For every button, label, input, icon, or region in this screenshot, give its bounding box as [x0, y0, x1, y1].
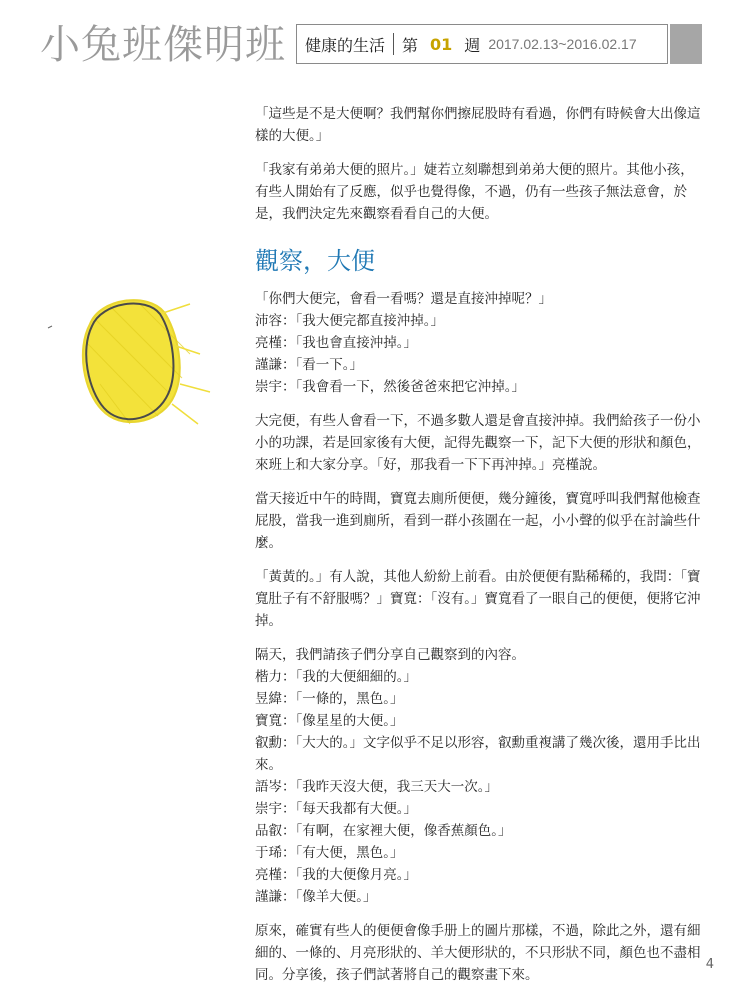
paragraph-4: 當天接近中午的時間，寶寬去廁所便便，幾分鐘後，寶寬呼叫我們幫他檢查屁股，當我一進到廁所，看到一群小孩圍在一起，小小聲的似乎在討論些什麼。 [255, 491, 701, 551]
dialog-line: 昱緯：「一條的，黑色。」 [255, 691, 404, 707]
section-heading: 觀察，大便 [255, 247, 375, 275]
dialog-line: 亮槿：「我的大便像月亮。」 [255, 867, 417, 883]
date-range: 2017.02.13~2016.02.17 [488, 36, 637, 52]
dialog-line: 沛容：「我大便完都直接沖掉。」 [255, 313, 444, 329]
dialog-line: 叡勳：「大大的。」文字似乎不足以形容，叡勳重複講了幾次後，還用手比出來。 [255, 735, 701, 773]
dialog-line: 寶寬：「像星星的大便。」 [255, 713, 404, 729]
week-number: 01 [430, 34, 453, 54]
paragraph-3: 大完便，有些人會看一下，不過多數人還是會直接沖掉。我們給孩子一份小小的功課，若是回家後有大便，記得先觀察一下，記下大便的形狀和顏色，來班上和大家分享。「好，那我看一下下再沖掉。」亮槿說。 [255, 413, 701, 473]
child-drawing-image [40, 284, 236, 436]
header-info-box [296, 24, 668, 64]
paragraph-6: 原來，確實有些人的便便會像手册上的圖片那樣，不過，除此之外，還有細細的、一條的、月亮形狀的、羊大便形狀的，不只形狀不同，顏色也不盡相同。分享後，孩子們試著將自己的觀察畫下來。 [255, 923, 701, 983]
dialog-line: 崇宇：「每天我都有大便。」 [255, 801, 417, 817]
week-prefix: 第 [402, 35, 419, 55]
dialog-line: 楷力：「我的大便細細的。」 [255, 669, 417, 685]
dialog-line: 于琋：「有大便，黑色。」 [255, 845, 404, 861]
page-number: 4 [705, 957, 714, 972]
header-divider [393, 33, 394, 55]
header-tab-block [670, 24, 702, 64]
dialog-line: 「你們大便完，會看一看嗎？還是直接沖掉呢？」 [255, 291, 552, 307]
dialog-line: 崇宇：「我會看一下，然後爸爸來把它沖掉。」 [255, 379, 525, 395]
dialog-line: 品叡：「有啊，在家裡大便，像香蕉顏色。」 [255, 823, 512, 839]
dialog-line: 亮槿：「我也會直接沖掉。」 [255, 335, 417, 351]
paragraph-5: 「黃黃的。」有人說，其他人紛紛上前看。由於便便有點稀稀的，我問：「寶寬肚子有不舒服嗎？」寶寬：「沒有。」寶寬看了一眼自己的便便，便將它沖掉。 [255, 569, 701, 629]
dialog-line: 謹謙：「像羊大便。」 [255, 889, 377, 905]
pencil-mark [48, 326, 52, 328]
main-content [255, 103, 703, 998]
paragraph-1: 「這些是不是大便啊？我們幫你們擦屁股時有看過，你們有時候會大出像這樣的大便。」 [255, 106, 701, 144]
week-suffix: 週 [464, 35, 481, 55]
dialog-block-1 [255, 288, 703, 398]
dialog-line: 隔天，我們請孩子們分享自己觀察到的內容。 [255, 647, 525, 663]
paragraph-2: 「我家有弟弟大便的照片。」婕若立刻聯想到弟弟大便的照片。其他小孩，有些人開始有了反應，似乎也覺得像，不過，仍有一些孩子無法意會，於是，我們決定先來觀察看看自己的大便。 [255, 162, 694, 222]
dialog-block-2 [255, 644, 703, 908]
dialog-line: 謹謙：「看一下。」 [255, 357, 363, 373]
dialog-line: 語岑：「我昨天沒大便，我三天大一次。」 [255, 779, 498, 795]
topic-title: 健康的生活 [305, 35, 386, 55]
class-name-title: 小兔班傑明班 [40, 22, 286, 68]
